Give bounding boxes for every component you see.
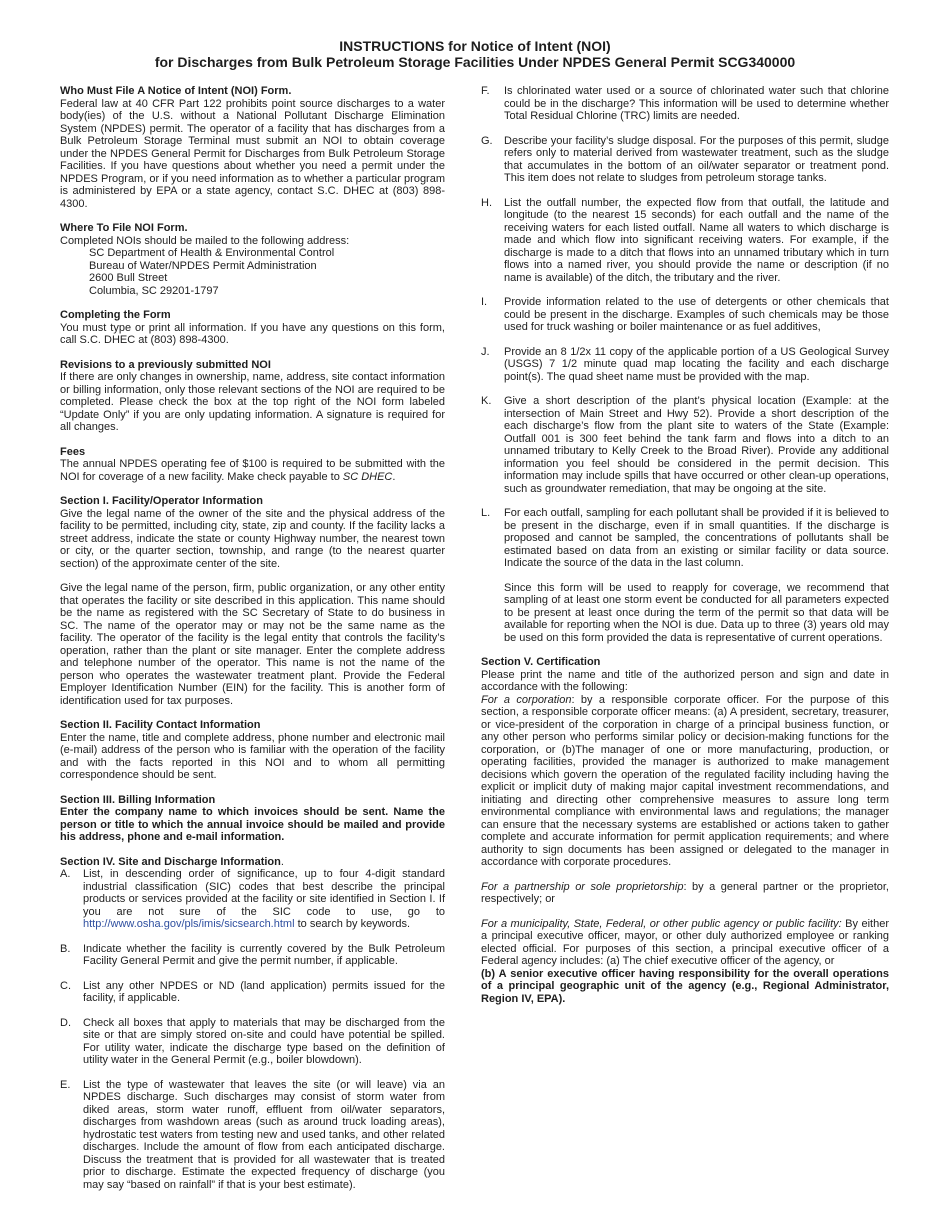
list-item [481,197,889,285]
list-item [60,980,445,1005]
section-2-heading: Section II. Facility Contact Information [60,719,261,731]
item-letter: K. [481,395,492,407]
list-item [60,1079,445,1192]
fees-section [60,446,445,484]
list-item [481,395,889,495]
item-text: For each outfall, sampling for each pollutant shall be provided if it is believed to be present in the discharge, even if in small quantities. If the discharge is proposed and cannot be sampled, the concentrations of pollutants shall be estimated based on data from an existing or similar facility or data source. Indicate the source of the data in the last column. [504,507,889,569]
section-1-paragraph: Give the legal name of the owner of the site and the physical address of the facility to be permitted, including city, state, zip and county. If the facility lacks a street address, indicate the state or county Highway number, the nearest town or city, or the quarter section, township, and range (to the nearest quarter section) of the approximate center of the site. [60,507,445,570]
item-body: Is chlorinated water used or a source of chlorinated water such that chlorine could be in the discharge? This information will be used to determine whether Total Residual Chlorine (TRC) limits are needed. [504,85,889,122]
section-5-heading: Section V. Certification [481,656,601,668]
where-intro: Completed NOIs should be mailed to the following address: [60,234,350,247]
completing-heading: Completing the Form [60,309,171,321]
revisions-section [60,359,445,434]
section-1-heading: Section I. Facility/Operator Information [60,495,263,507]
item-letter: E. [60,1078,71,1091]
item-text: List, in descending order of significance, up to four 4-digit standard industrial classification (SIC) codes that best describe the principal products or services provided at the facility or site identified in Section I. If you are not sure of the SIC code to use, go to [83,868,445,918]
partnership-rule [481,881,889,906]
item-body: Check all boxes that apply to materials that may be discharged from the site or that are simply stored on-site and could have potential be spilled. For utility water, indicate the discharge type based on the definition of utility water in the General Permit (e.g., boiler blowdown). [83,1016,445,1066]
partnership-text: : by a general partner or the proprietor, respectively; or [481,880,889,905]
list-item [60,868,445,931]
partnership-label: For a partnership or sole proprietorship [481,880,684,893]
item-body: List the type of wastewater that leaves the site (or will leave) via an NPDES discharge. Such discharges may consist of storm water from diked areas, storm water runoff, effluent from oil/water separators, discharges from washdown areas (such as around truck loading areas), hydrostatic test waters from testing new and used tanks, and other related discharges. Include the amount of flow from each anticipated discharge. Discuss the treatment that is provided for all wastewater that is treated prior to discharge. Estimate the expected frequency of discharge (you may say “based on rainfall” if that is your best estimate). [83,1078,445,1191]
section-4-heading-tail: . [280,855,284,868]
address-line: 2600 Bull Street [89,272,168,284]
municipality-clause-b: (b) A senior executive officer having responsibility for the overall operations of a principal geographic unit of the agency (e.g., Regional Administrator, Region IV, EPA). [481,967,889,1005]
item-body: Indicate whether the facility is currently covered by the Bulk Petroleum Facility General Permit and give the permit number, if applicable. [83,942,445,967]
municipality-label: For a municipality, State, Federal, or other public agency or public facility: [481,917,842,930]
revisions-heading: Revisions to a previously submitted NOI [60,358,271,371]
right-column [481,85,889,1005]
where-to-file-section [60,222,445,297]
title-line-2: for Discharges from Bulk Petroleum Storage Facilities Under NPDES General Permit SCG340000 [154,54,796,70]
corporation-label: For a corporation [481,693,572,706]
revisions-body: If there are only changes in ownership, name, address, site contact information or billing information, only those relevant sections of the NOI are required to be completed. Please check the box at the top right of the NOI form labeled “Update Only” if you are only updating information. A signature is required for all changes. [60,371,445,433]
address-line: Columbia, SC 29201-1797 [89,284,219,297]
section-4 [60,856,445,1192]
mailing-address [60,247,445,297]
item-body: List any other NPDES or ND (land application) permits issued for the facility, if applicable. [83,979,445,1004]
left-column [60,85,445,1203]
page-title [0,38,950,70]
list-item [481,135,889,185]
item-body: Provide information related to the use of detergents or other chemicals that could be present in the discharge. Examples of such chemicals may be those used for truck washing or boiler maintenance or as fuel additives, [504,296,889,333]
address-line: SC Department of Health & Environmental Control [89,247,335,259]
item-body: List the outfall number, the expected flow from that outfall, the latitude and longitude (to the nearest 15 seconds) for each outfall and the name of the receiving waters for each listed outfall. Name all waters to which discharge is made and which flow into significant receiving waters. For example, if the discharge is made to a ditch that flows into an unnamed tributary which in turn flows into a named river, you should provide the name or description (if no name is available) of the ditch, the tributary and the river. [504,196,889,284]
list-item [481,346,889,384]
section-3-heading: Section III. Billing Information [60,793,216,806]
corporation-text: : by a responsible corporate officer. For the purpose of this section, a responsible corporate officer means: (a) A president, secretary, treasurer, or vice-president of the corporation in charge of a principal business function, or any other person who performs similar policy or decision-making functions for the corporation, or (b)The manager of one or more manufacturing, production, or operating facilities, provided the manager is authorized to make management decisions which govern the operation of the regulated facility including having the explicit or implicit duty of making major capital investment recommendations, and initiating and directing other comprehensive measures to assure long term environmental compliance with environmental laws and regulations; the manager can ensure that the necessary systems are established or actions taken to gather complete and accurate information for permit application requirements; and where authority to sign documents has been assigned or delegated to the manager in accordance with corporate procedures. [481,693,889,868]
fees-payee: SC DHEC [342,470,393,483]
list-item [481,296,889,334]
list-item [60,1017,445,1067]
address-line: Bureau of Water/NPDES Permit Administration [89,259,317,272]
item-letter: C. [60,979,71,992]
fees-heading: Fees [60,445,86,458]
section-3 [60,794,445,844]
item-letter: D. [60,1016,71,1029]
section-1-paragraph: Give the legal name of the person, firm, public organization, or any other entity that operates the facility or site described in this application. This name should be the name as registered with the SC Secretary of State to do business in SC. The name of the operator may or may not be the same name as the facility. The operator of the facility is the legal entity that controls the facility’s operation, rather than the plant or site manager. Enter the complete address and telephone number of the operator. This name is not the name of the person who operates the wastewater treatment plant. Provide the Federal Employer Identification Number (EIN) for the facility. This is another form of identification used for tax purposes. [60,582,445,707]
item-letter: J. [481,345,490,358]
item-body [83,868,445,931]
section-4-heading: Section IV. Site and Discharge Information [60,855,281,868]
fees-text: The annual NPDES operating fee of $100 is required to be submitted with the NOI for coverage of a new facility. Make check payable to [60,458,445,483]
section-2-body: Enter the name, title and complete address, phone number and electronic mail (e-mail) address of the person who is familiar with the operation of the facility and with the facts reported in this NOI and to whom all permitting correspondence should be sent. [60,731,445,781]
item-letter: A. [60,868,71,880]
section-5 [481,656,889,1005]
section-3-body: Enter the company name to which invoices should be sent. Name the person or title to which the annual invoice should be mailed and provide his address, phone and e-mail information. [60,806,445,843]
item-letter: L. [481,507,491,519]
section-1 [60,495,445,707]
who-must-file-section [60,85,445,210]
completing-body: You must type or print all information. If you have any questions on this form, call S.C. DHEC at (803) 898-4300. [60,321,445,346]
list-item [481,507,889,644]
item-body: Provide an 8 1/2x 11 copy of the applicable portion of a US Geological Survey (USGS) 7 1/2 minute quad map locating the facility and each discharge point(s). The quad sheet name must be provided with the map. [504,345,889,383]
item-body: Give a short description of the plant’s physical location (Example: at the intersection of Main Street and Hwy 52). Provide a short description of the each discharge’s flow from the plant site to waters of the State (Example: Outfall 001 is 300 feet behind the tank farm and flows into a ditch to an unnamed tributary to Kelly Creek to the Broad River). Provide any additional information you feel should be considered in the permit decision. This information may include spills that have occurred or other clean-up operations, such as groundwater remediation, that may be ongoing at the site. [504,395,889,495]
corporation-rule [481,694,889,869]
item-body: Describe your facility’s sludge disposal. For the purposes of this permit, sludge refers only to material derived from wastewater treatment, such as the sludge that accumulates in the bottom of an oil/water separator or treatment pond. This item does not relate to sludges from petroleum storage tanks. [504,134,889,184]
section-2 [60,719,445,782]
item-text: Since this form will be used to reapply for coverage, we recommend that sampling of at least one storm event be conducted for all parameters expected to be present at least once during the term of the permit so that data will be available for reporting when the NOI is due. Data up to three (3) years old may be used on this form provided the data is representative of current operations. [504,581,889,644]
section-5-intro: Please print the name and title of the authorized person and sign and date in accordance with the following: [481,668,889,693]
item-letter: H. [481,196,492,209]
where-heading: Where To File NOI Form. [60,222,188,234]
sic-search-link[interactable]: http://www.osha.gov/pls/imis/sicsearch.html [83,918,295,930]
municipality-text: By either a principal executive officer, mayor, or other duly authorized employee or ranking elected official. For purposes of this section, a principal executive officer of a Federal agency includes: (a) The chief executive officer of the agency, or [481,917,889,967]
section-4-heading-line [60,856,445,869]
list-item [60,943,445,968]
title-line-1: INSTRUCTIONS for Notice of Intent (NOI) [339,38,611,54]
item-letter: G. [481,134,493,147]
list-item [481,85,889,123]
municipality-rule [481,918,889,968]
completing-section [60,309,445,347]
item-body [504,507,889,644]
fees-body [60,458,445,483]
item-letter: B. [60,942,71,955]
who-heading: Who Must File A Notice of Intent (NOI) Form. [60,85,292,97]
item-text: to search by keywords. [294,918,411,930]
item-letter: F. [481,85,490,97]
item-letter: I. [481,296,488,308]
who-body: Federal law at 40 CFR Part 122 prohibits point source discharges to a water body(ies) of the U.S. without a National Pollutant Discharge Elimination System (NPDES) permit. The operator of a facility that has discharges from a Bulk Petroleum Storage Terminal must submit an NOI to obtain coverage under the NPDES General Permit for Discharges from Bulk Petroleum Storage Facilities. If you have questions about whether you need a permit under the NPDES Program, or if you need information as to whether a particular program is administered by EPA or a state agency, contact S.C. DHEC at (803) 898-4300. [60,97,445,210]
fees-text-end: . [392,470,396,483]
